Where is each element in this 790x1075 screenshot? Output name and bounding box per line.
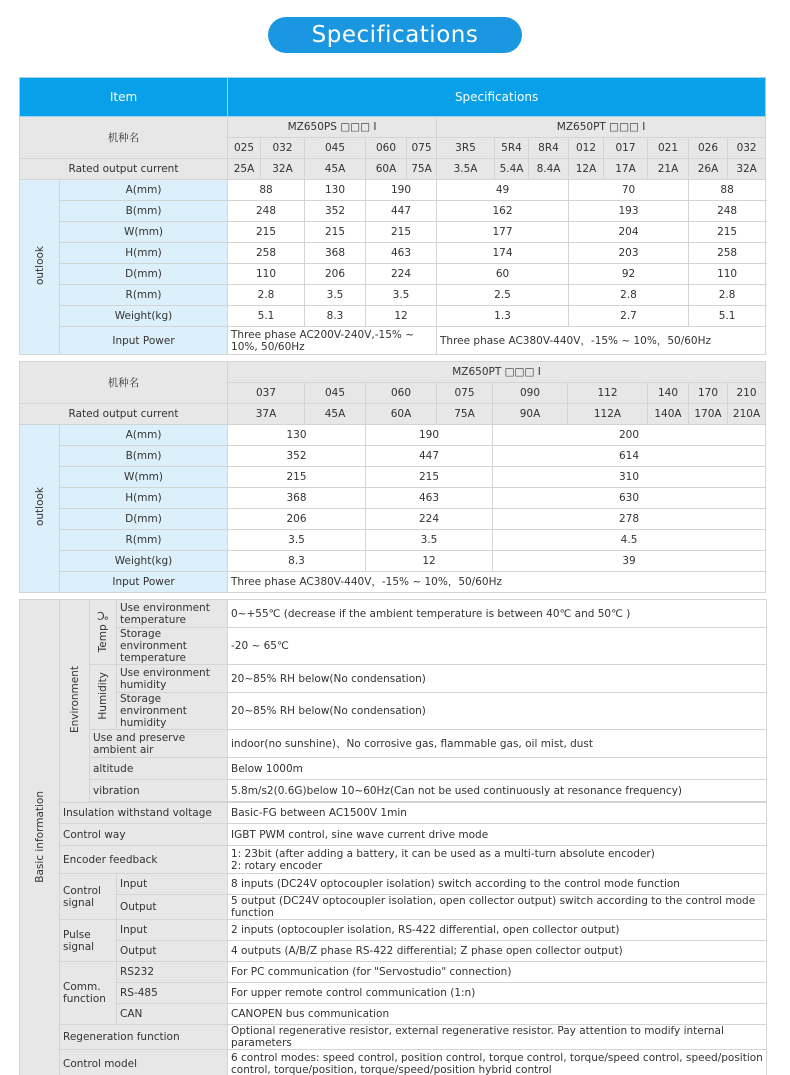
dimension-value: 215 <box>305 222 366 243</box>
dimension-value: 12 <box>366 551 493 572</box>
model-code: 045 <box>305 138 366 159</box>
rated-current: 32A <box>728 159 766 180</box>
dimension-label: Weight(kg) <box>60 551 228 572</box>
rs485-label: RS-485 <box>117 983 228 1004</box>
rated-current: 170A <box>689 404 728 425</box>
model-code: 032 <box>728 138 766 159</box>
dimension-label: R(mm) <box>60 530 228 551</box>
model-code: 060 <box>366 138 407 159</box>
model-code: 026 <box>689 138 728 159</box>
dimension-row <box>20 264 766 285</box>
series-ps: MZ650PS □□□ I <box>228 117 437 138</box>
vibration-value: 5.8m/s2(0.6G)below 10~60Hz(Can not be used continuously at resonance frequency) <box>228 780 767 802</box>
model-code: 170 <box>689 383 728 404</box>
dimension-value: 224 <box>366 264 437 285</box>
encoder-label: Encoder feedback <box>60 846 228 874</box>
rated-label: Rated output current <box>20 404 228 425</box>
environment-label: Environment <box>60 600 90 803</box>
dimension-value: 60 <box>437 264 569 285</box>
model-code: 017 <box>604 138 648 159</box>
storage-env-humidity-label: Storage environment humidity <box>117 693 228 730</box>
dimension-row <box>20 222 766 243</box>
dimension-value: 200 <box>493 425 766 446</box>
dimension-row <box>20 551 766 572</box>
model-code: 5R4 <box>495 138 529 159</box>
temp-label: Temp ℃ <box>90 600 117 665</box>
dimension-value: 3.5 <box>366 530 493 551</box>
dimension-value: 614 <box>493 446 766 467</box>
rs232-label: RS232 <box>117 962 228 983</box>
dimension-row <box>20 306 766 327</box>
dimension-row <box>20 425 766 446</box>
rated-current: 5.4A <box>495 159 529 180</box>
series-pt: MZ650PT □□□ I <box>437 117 766 138</box>
input-power-ps: Three phase AC200V-240V,-15% ~ 10%, 50/60Hz <box>228 327 437 355</box>
rs232-value: For PC communication (for "Servostudio" connection) <box>228 962 767 983</box>
dimension-value: 2.7 <box>569 306 689 327</box>
outlook-label <box>20 425 60 593</box>
dimension-value: 49 <box>437 180 569 201</box>
storage-env-humidity-value: 20~85% RH below(No condensation) <box>228 693 767 730</box>
dimension-value: 2.8 <box>228 285 305 306</box>
outlook-text: outlook <box>33 245 46 286</box>
dimension-value: 92 <box>569 264 689 285</box>
dimension-value: 463 <box>366 243 437 264</box>
model-name-label: 机种名 <box>20 362 228 404</box>
outlook-label <box>20 180 60 355</box>
dimension-label: B(mm) <box>60 446 228 467</box>
control-signal-label: Control signal <box>60 874 117 920</box>
rated-current: 75A <box>407 159 437 180</box>
model-code: 8R4 <box>529 138 569 159</box>
rated-current: 21A <box>648 159 689 180</box>
storage-env-temp-label: Storage environment temperature <box>117 628 228 665</box>
dimension-value: 5.1 <box>689 306 766 327</box>
dimension-value: 215 <box>228 467 366 488</box>
insulation-value: Basic-FG between AC1500V 1min <box>228 803 767 824</box>
model-code: 012 <box>569 138 604 159</box>
altitude-label: altitude <box>90 758 228 780</box>
input-power-row <box>20 327 766 355</box>
model-name-label: 机种名 <box>20 117 228 159</box>
dimension-value: 447 <box>366 201 437 222</box>
dimension-label: W(mm) <box>60 222 228 243</box>
model-code: 021 <box>648 138 689 159</box>
dimension-value: 8.3 <box>305 306 366 327</box>
dimension-value: 12 <box>366 306 437 327</box>
dimension-row <box>20 446 766 467</box>
rated-current: 12A <box>569 159 604 180</box>
model-code: 075 <box>437 383 493 404</box>
ambient-air-label: Use and preserve ambient air <box>90 730 228 758</box>
control-way-label: Control way <box>60 824 228 846</box>
dimension-value: 177 <box>437 222 569 243</box>
input-power-label: Input Power <box>60 327 228 355</box>
encoder-value-1: 1: 23bit (after adding a battery, it can be used as a multi-turn absolute encoder) <box>231 847 655 860</box>
dimension-value: 463 <box>366 488 493 509</box>
dimension-row <box>20 488 766 509</box>
rated-current: 140A <box>648 404 689 425</box>
item-header: Item <box>20 78 228 117</box>
altitude-value: Below 1000m <box>228 758 767 780</box>
pulse-input-label: Input <box>117 920 228 941</box>
dimension-value: 368 <box>228 488 366 509</box>
basic-information-label: Basic information <box>20 600 60 1075</box>
dimension-value: 310 <box>493 467 766 488</box>
dimension-value: 3.5 <box>305 285 366 306</box>
dimension-row <box>20 243 766 264</box>
pulse-output-label: Output <box>117 941 228 962</box>
dimension-value: 204 <box>569 222 689 243</box>
use-env-temp-label: Use environment temperature <box>117 600 228 628</box>
dimension-value: 3.5 <box>228 530 366 551</box>
dimension-value: 130 <box>228 425 366 446</box>
dimension-value: 224 <box>366 509 493 530</box>
dimension-value: 190 <box>366 425 493 446</box>
dimension-value: 88 <box>689 180 766 201</box>
rated-row <box>20 159 766 180</box>
dimension-value: 368 <box>305 243 366 264</box>
model-code: 3R5 <box>437 138 495 159</box>
rated-current: 60A <box>366 404 437 425</box>
model-code: 090 <box>493 383 568 404</box>
dimension-value: 2.5 <box>437 285 569 306</box>
dimension-value: 630 <box>493 488 766 509</box>
rated-current: 210A <box>728 404 766 425</box>
model-code: 075 <box>407 138 437 159</box>
series-pt: MZ650PT □□□ I <box>228 362 766 383</box>
dimension-value: 88 <box>228 180 305 201</box>
dimension-value: 110 <box>228 264 305 285</box>
dimension-value: 215 <box>366 222 437 243</box>
control-input-value: 8 inputs (DC24V optocoupler isolation) switch according to the control mode function <box>228 874 767 895</box>
encoder-value <box>228 846 767 874</box>
dimension-value: 3.5 <box>366 285 437 306</box>
model-code: 045 <box>305 383 366 404</box>
dimension-value: 174 <box>437 243 569 264</box>
rated-current: 32A <box>261 159 305 180</box>
can-value: CANOPEN bus communication <box>228 1004 767 1025</box>
dimension-label: D(mm) <box>60 509 228 530</box>
model-code: 140 <box>648 383 689 404</box>
rs485-value: For upper remote control communication (1:n) <box>228 983 767 1004</box>
regeneration-value: Optional regenerative resistor, external regenerative resistor. Pay attention to modify internal parameters <box>228 1025 767 1050</box>
control-model-value: 6 control modes: speed control, position control, torque control, torque/speed control, speed/position control, torque/position, torque/speed/position hybrid control <box>228 1050 767 1075</box>
model-code: 210 <box>728 383 766 404</box>
storage-env-temp-value: -20 ~ 65℃ <box>228 628 767 665</box>
dimension-label: D(mm) <box>60 264 228 285</box>
dimension-value: 278 <box>493 509 766 530</box>
dimension-value: 110 <box>689 264 766 285</box>
dimension-label: A(mm) <box>60 180 228 201</box>
dimension-label: A(mm) <box>60 425 228 446</box>
dimension-value: 352 <box>305 201 366 222</box>
dimension-value: 8.3 <box>228 551 366 572</box>
basic-info-table <box>19 599 767 1075</box>
dimension-value: 5.1 <box>228 306 305 327</box>
pulse-signal-label: Pulse signal <box>60 920 117 962</box>
dimension-value: 39 <box>493 551 766 572</box>
dimension-value: 258 <box>228 243 305 264</box>
rated-current: 25A <box>228 159 261 180</box>
dimension-value: 215 <box>228 222 305 243</box>
dimension-value: 258 <box>689 243 766 264</box>
dimension-label: H(mm) <box>60 243 228 264</box>
vibration-label: vibration <box>90 780 228 802</box>
specifications-header: Specifications <box>228 78 766 117</box>
dimension-label: H(mm) <box>60 488 228 509</box>
encoder-value-2: 2: rotary encoder <box>231 859 323 872</box>
input-power-pt: Three phase AC380V-440V，-15% ~ 10%，50/60Hz <box>437 327 766 355</box>
dimension-value: 206 <box>228 509 366 530</box>
model-code: 060 <box>366 383 437 404</box>
page-title: Specifications <box>268 17 522 53</box>
dimension-value: 190 <box>366 180 437 201</box>
dimension-row <box>20 201 766 222</box>
rated-current: 3.5A <box>437 159 495 180</box>
control-output-label: Output <box>117 895 228 920</box>
dimension-value: 203 <box>569 243 689 264</box>
dimension-value: 1.3 <box>437 306 569 327</box>
rated-current: 26A <box>689 159 728 180</box>
control-way-value: IGBT PWM control, sine wave current drive mode <box>228 824 767 846</box>
pulse-output-value: 4 outputs (A/B/Z phase RS-422 differential; Z phase open collector output) <box>228 941 767 962</box>
model-code: 025 <box>228 138 261 159</box>
control-input-label: Input <box>117 874 228 895</box>
comm-function-label: Comm. function <box>60 962 117 1025</box>
rated-current: 90A <box>493 404 568 425</box>
dimension-value: 130 <box>305 180 366 201</box>
series-row <box>20 362 766 383</box>
humidity-label: Humidity <box>90 665 117 730</box>
dimension-value: 193 <box>569 201 689 222</box>
rated-current: 45A <box>305 159 366 180</box>
outlook-text: outlook <box>33 487 46 527</box>
dimension-row <box>20 509 766 530</box>
dimension-row <box>20 467 766 488</box>
rated-current: 60A <box>366 159 407 180</box>
can-label: CAN <box>117 1004 228 1025</box>
dimension-row <box>20 285 766 306</box>
dimension-label: W(mm) <box>60 467 228 488</box>
rated-row <box>20 404 766 425</box>
rated-label: Rated output current <box>20 159 228 180</box>
rated-current: 8.4A <box>529 159 569 180</box>
input-power-row <box>20 572 766 593</box>
dimension-value: 447 <box>366 446 493 467</box>
rated-current: 75A <box>437 404 493 425</box>
dimension-value: 2.8 <box>689 285 766 306</box>
dimension-value: 2.8 <box>569 285 689 306</box>
dimension-value: 352 <box>228 446 366 467</box>
dimension-value: 206 <box>305 264 366 285</box>
dimension-value: 215 <box>689 222 766 243</box>
dimension-value: 248 <box>689 201 766 222</box>
input-power-label: Input Power <box>60 572 228 593</box>
model-code: 112 <box>568 383 648 404</box>
pulse-input-value: 2 inputs (optocoupler isolation, RS-422 differential, open collector output) <box>228 920 767 941</box>
rated-current: 37A <box>228 404 305 425</box>
series-row <box>20 117 766 138</box>
control-output-value: 5 output (DC24V optocoupler isolation, open collector output) switch according to the control mode function <box>228 895 767 920</box>
use-env-humidity-value: 20~85% RH below(No condensation) <box>228 665 767 693</box>
control-model-label: Control model <box>60 1050 228 1075</box>
header-row <box>20 78 766 117</box>
model-code: 037 <box>228 383 305 404</box>
dimension-row <box>20 530 766 551</box>
dimension-value: 70 <box>569 180 689 201</box>
dimension-value: 248 <box>228 201 305 222</box>
use-env-temp-value: 0~+55℃ (decrease if the ambient temperature is between 40℃ and 50℃ ) <box>228 600 767 628</box>
spec-table-section-1 <box>19 77 766 355</box>
insulation-label: Insulation withstand voltage <box>60 803 228 824</box>
dimension-label: B(mm) <box>60 201 228 222</box>
dimension-value: 4.5 <box>493 530 766 551</box>
regeneration-label: Regeneration function <box>60 1025 228 1050</box>
dimension-label: Weight(kg) <box>60 306 228 327</box>
rated-current: 45A <box>305 404 366 425</box>
dimension-row <box>20 180 766 201</box>
input-power-value: Three phase AC380V-440V，-15% ~ 10%，50/60Hz <box>228 572 766 593</box>
model-code: 032 <box>261 138 305 159</box>
dimension-value: 215 <box>366 467 493 488</box>
rated-current: 17A <box>604 159 648 180</box>
rated-current: 112A <box>568 404 648 425</box>
use-env-humidity-label: Use environment humidity <box>117 665 228 693</box>
spec-table-section-2 <box>19 361 766 593</box>
dimension-label: R(mm) <box>60 285 228 306</box>
ambient-air-value: indoor(no sunshine)、No corrosive gas, flammable gas, oil mist, dust <box>228 730 767 758</box>
dimension-value: 162 <box>437 201 569 222</box>
